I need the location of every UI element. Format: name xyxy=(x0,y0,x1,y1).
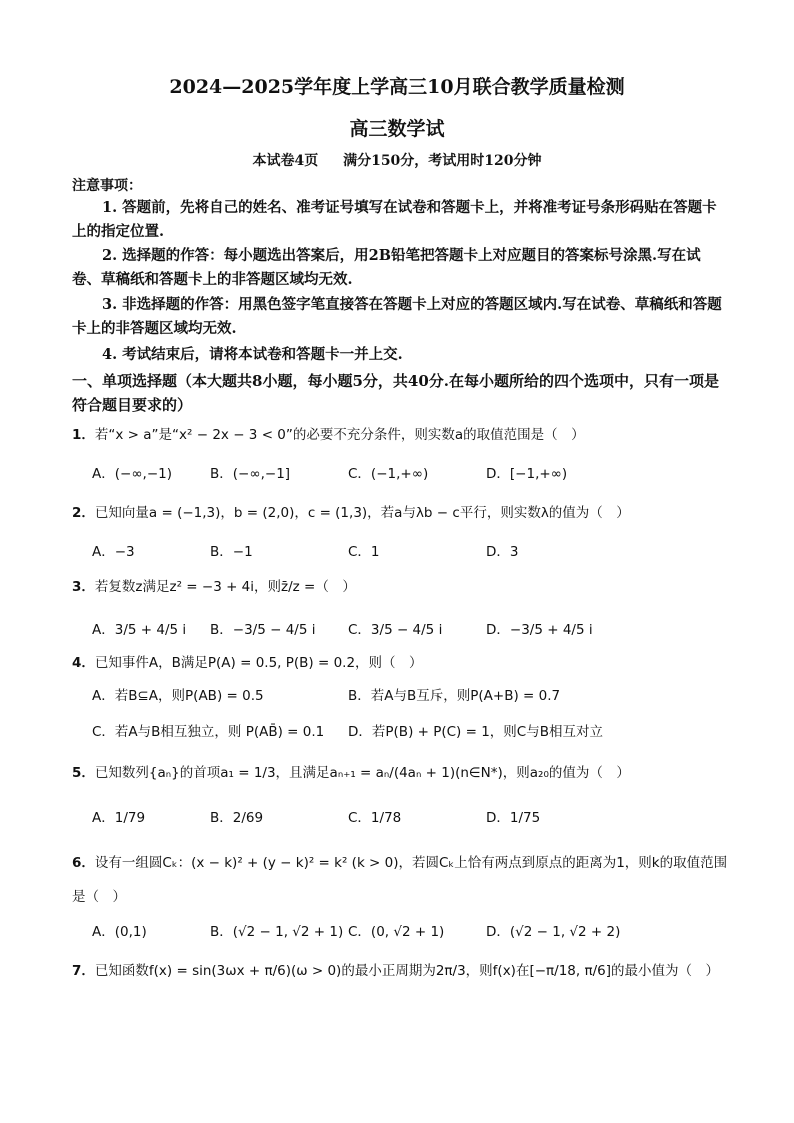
page-title: 2024—2025学年度上学高三10月联合教学质量检测 xyxy=(169,76,625,98)
option-c: C．3/5 − 4/5 i xyxy=(348,622,443,638)
question-5 xyxy=(72,762,732,784)
question-stem: 已知向量a = (−1,3)，b = (2,0)，c = (1,3)，若a与λb − c平行，则实数λ的值为（ ） xyxy=(94,505,630,521)
options-row xyxy=(92,684,732,708)
notice-item-3: 3. 非选择题的作答：用黑色签字笔直接答在答题卡上对应的答题区域内.写在试卷、草稿纸和答题卡上的非答题区域均无效. xyxy=(72,296,722,337)
question-2 xyxy=(72,502,732,524)
option-a: A．−3 xyxy=(92,544,135,560)
option-a: A．(−∞,−1) xyxy=(92,466,173,482)
options-row xyxy=(92,462,732,486)
option-d: D．若P(B) + P(C) = 1，则C与B相互对立 xyxy=(348,724,603,740)
option-c: C．若A与B相互独立，则 P(AB̄) = 0.1 xyxy=(92,724,325,740)
question-number: 1． xyxy=(72,427,95,443)
option-a: A．1/79 xyxy=(92,810,146,826)
option-c: C．1/78 xyxy=(348,810,402,826)
option-b: B．2/69 xyxy=(210,810,264,826)
question-number: 6． xyxy=(72,855,95,871)
question-3 xyxy=(72,576,732,598)
notice-heading: 注意事项： xyxy=(72,178,142,194)
option-d: D．3 xyxy=(486,544,519,560)
question-stem: 若“x > a”是“x² − 2x − 3 < 0”的必要不充分条件，则实数a的取值范围是（ ） xyxy=(94,427,585,443)
options-row xyxy=(92,540,732,564)
option-b: B．(√2 − 1, √2 + 1) xyxy=(210,924,344,940)
question-stem: 若复数z满足z² = −3 + 4i，则z̄/z =（ ） xyxy=(94,579,356,595)
score-time: 满分150分，考试用时120分钟 xyxy=(343,153,542,169)
option-a: A．3/5 + 4/5 i xyxy=(92,622,187,638)
question-number: 4． xyxy=(72,655,95,671)
question-7 xyxy=(72,960,732,982)
question-4 xyxy=(72,652,732,674)
question-number: 3． xyxy=(72,579,95,595)
options-row xyxy=(92,806,732,830)
option-b: B．−3/5 − 4/5 i xyxy=(210,622,316,638)
notice-item-2: 2. 选择题的作答：每小题选出答案后，用2B铅笔把答题卡上对应题目的答案标号涂黑.写在试卷、草稿纸和答题卡上的非答题区域均无效. xyxy=(72,247,701,288)
notice-item-1: 1. 答题前，先将自己的姓名、准考证号填写在试卷和答题卡上，并将准考证号条形码贴在答题卡上的指定位置. xyxy=(72,199,717,240)
exam-info xyxy=(0,150,794,170)
section-heading: 一、单项选择题（本大题共8小题，每小题5分，共40分.在每小题所给的四个选项中，只有一项是符合题目要求的） xyxy=(72,372,719,414)
option-a: A．(0,1) xyxy=(92,924,147,940)
option-a: A．若B⊆A，则P(AB) = 0.5 xyxy=(92,688,264,704)
option-d: D．[−1,+∞) xyxy=(486,466,568,482)
question-stem: 已知函数f(x) = sin(3ωx + π/6)(ω > 0)的最小正周期为2π/3，则f(x)在[−π/18, π/6]的最小值为（ ） xyxy=(94,963,719,979)
question-stem: 已知事件A，B满足P(A) = 0.5, P(B) = 0.2，则（ ） xyxy=(94,655,423,671)
page-count: 本试卷4页 xyxy=(252,153,319,169)
option-b: B．(−∞,−1] xyxy=(210,466,291,482)
notice-item-4: 4. 考试结束后，请将本试卷和答题卡一并上交. xyxy=(102,346,403,363)
question-1 xyxy=(72,424,732,446)
question-number: 7． xyxy=(72,963,95,979)
option-d: D．(√2 − 1, √2 + 2) xyxy=(486,924,621,940)
question-stem: 已知数列{aₙ}的首项a₁ = 1/3，且满足aₙ₊₁ = aₙ/(4aₙ + 1)(n∈N*)，则a₂₀的值为（ ） xyxy=(94,765,630,781)
option-b: B．若A与B互斥，则P(A+B) = 0.7 xyxy=(348,688,561,704)
option-c: C．(0, √2 + 1) xyxy=(348,924,445,940)
option-b: B．−1 xyxy=(210,544,253,560)
options-row xyxy=(92,618,732,642)
option-d: D．1/75 xyxy=(486,810,541,826)
option-d: D．−3/5 + 4/5 i xyxy=(486,622,593,638)
option-c: C．1 xyxy=(348,544,380,560)
options-row xyxy=(92,920,732,944)
question-6 xyxy=(72,846,732,914)
question-number: 5． xyxy=(72,765,95,781)
option-c: C．(−1,+∞) xyxy=(348,466,429,482)
question-stem: 设有一组圆Cₖ：(x − k)² + (y − k)² = k² (k > 0)，若圆Cₖ上恰有两点到原点的距离为1，则k的取值范围是（ ） xyxy=(72,855,728,905)
question-number: 2． xyxy=(72,505,95,521)
options-row xyxy=(92,720,732,744)
page-subtitle: 高三数学试 xyxy=(349,118,445,140)
